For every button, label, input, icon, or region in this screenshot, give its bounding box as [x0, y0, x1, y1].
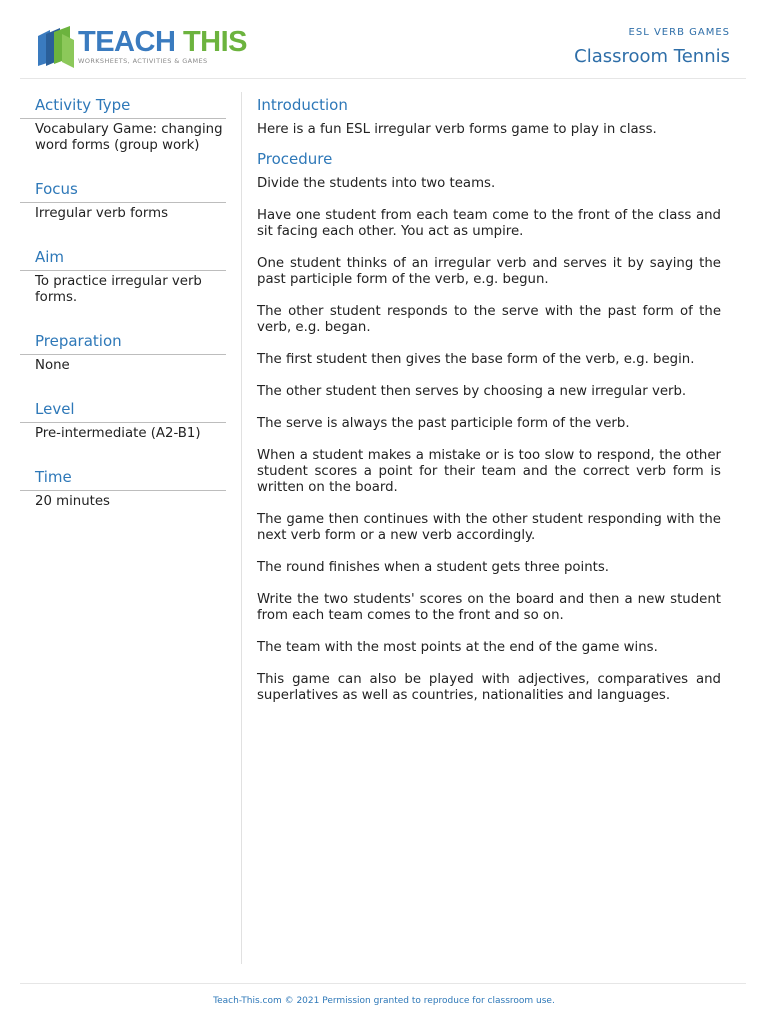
section-heading: Activity Type: [20, 92, 226, 119]
section-value: To practice irregular verb forms.: [35, 274, 202, 305]
introduction-text: Here is a fun ESL irregular verb forms game to play in class.: [257, 122, 657, 137]
procedure-step: Have one student from each team come to the front of the class and sit facing each other. You act as umpire.: [257, 208, 721, 239]
procedure-step: One student thinks of an irregular verb and serves it by saying the past participle form of the verb, e.g. begun.: [257, 256, 721, 287]
footer-divider: [20, 983, 746, 984]
introduction-heading: Introduction: [257, 96, 348, 114]
section-value: Vocabulary Game: changing word forms (group work): [35, 122, 223, 153]
header-title-block: [574, 26, 730, 72]
section-heading: Preparation: [20, 328, 226, 355]
section-value: 20 minutes: [35, 494, 110, 509]
procedure-heading: Procedure: [257, 150, 333, 168]
procedure-step: When a student makes a mistake or is too slow to respond, the other student scores a point for their team and the correct verb form is written on the board.: [257, 448, 721, 495]
sidebar-section-activity-type: [20, 92, 226, 154]
sidebar-section-level: [20, 396, 226, 442]
section-heading: Aim: [20, 244, 226, 271]
section-value: Irregular verb forms: [35, 206, 169, 221]
teach-this-logo: [36, 22, 248, 70]
sidebar-section-time: [20, 464, 226, 510]
logo-wordmark: [78, 26, 247, 58]
procedure-step: The game then continues with the other student responding with the next verb form or a new verb accordingly.: [257, 512, 721, 543]
sidebar-section-aim: [20, 244, 226, 306]
procedure-step: The team with the most points at the end of the game wins.: [257, 640, 658, 655]
procedure-step: The serve is always the past participle form of the verb.: [257, 416, 630, 431]
logo-word-this: THIS: [182, 26, 248, 58]
procedure-step: The round finishes when a student gets three points.: [257, 560, 610, 575]
procedure-step: This game can also be played with adjectives, comparatives and superlatives as well as countries, nationalities and languages.: [257, 672, 721, 703]
page-header: [20, 0, 746, 79]
logo-tagline: WORKSHEETS, ACTIVITIES & GAMES: [78, 57, 208, 65]
section-value: None: [35, 358, 70, 373]
section-heading: Level: [20, 396, 226, 423]
procedure-step: The other student then serves by choosing a new irregular verb.: [257, 384, 687, 399]
sidebar-section-preparation: [20, 328, 226, 374]
procedure-step: The other student responds to the serve with the past form of the verb, e.g. began.: [257, 304, 721, 335]
page-title: Classroom Tennis: [574, 46, 730, 67]
logo-word-teach: TEACH: [78, 26, 176, 58]
sidebar-section-focus: [20, 176, 226, 222]
section-value: Pre-intermediate (A2-B1): [35, 426, 201, 441]
section-heading: Focus: [20, 176, 226, 203]
column-divider: [241, 92, 242, 964]
copyright-footer: Teach-This.com © 2021 Permission granted to reproduce for classroom use.: [213, 996, 555, 1006]
section-heading: Time: [20, 464, 226, 491]
book-logo-icon: [36, 26, 76, 68]
procedure-step: The first student then gives the base form of the verb, e.g. begin.: [257, 352, 695, 367]
procedure-step: Write the two students' scores on the board and then a new student from each team comes to the front and so on.: [257, 592, 721, 623]
category-label: ESL VERB GAMES: [628, 27, 730, 38]
activity-details-sidebar: [20, 92, 226, 532]
activity-content: [257, 94, 721, 720]
procedure-step: Divide the students into two teams.: [257, 176, 496, 191]
